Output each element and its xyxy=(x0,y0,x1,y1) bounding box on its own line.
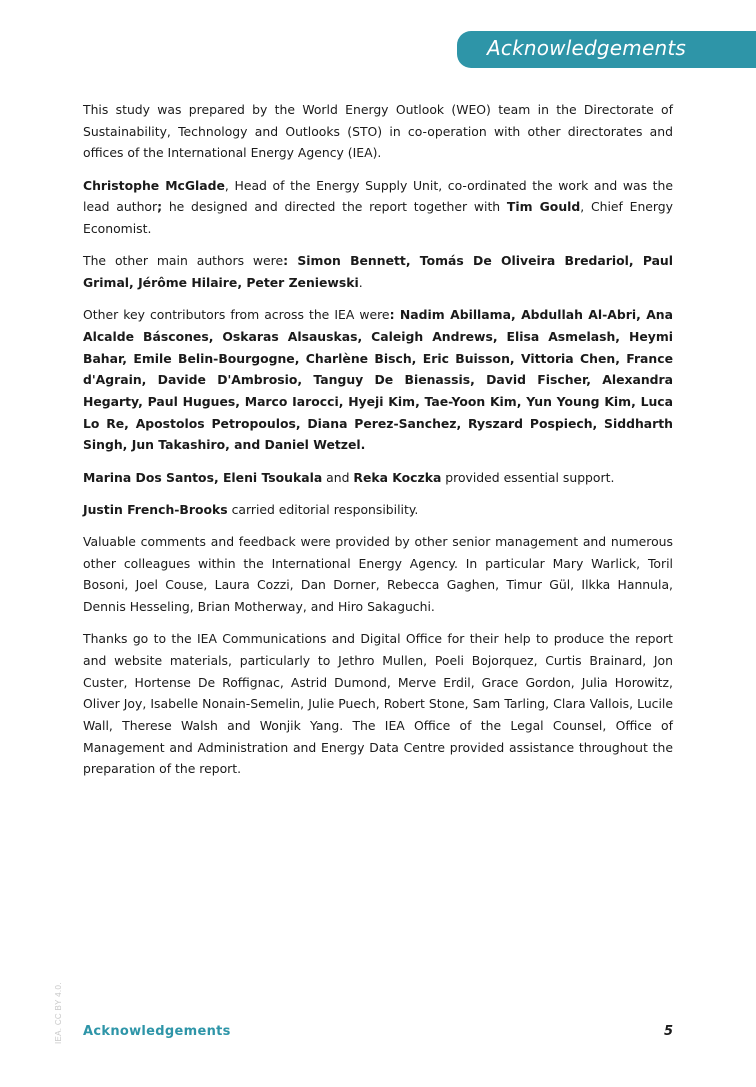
support-names: Reka Koczka xyxy=(353,469,442,485)
paragraph-lead-author: Christophe McGlade, Head of the Energy Supply Unit, co-ordinated the work and was the lead author; he designed and directed the report together with Tim Gould, Chief Energy Economist. xyxy=(83,177,674,237)
author-names: : Simon Bennett, Tomás De Oliveira Bredariol, Paul Grimal, Jérôme Hilaire, Peter Zeniewski xyxy=(83,253,673,290)
author-name: Christophe McGlade xyxy=(83,177,225,193)
paragraph-feedback: Valuable comments and feedback were provided by other senior management and numerous other colleagues within the International Energy Agency. In particular Mary Warlick, Toril Bosoni, Joel Couse, Laura Cozzi, Dan Dorner, Rebecca Gaghen, Timur Gül, Ilkka Hannula, Dennis Hesseling, Brian Motherway, and Hiro Sakaguchi. xyxy=(83,533,673,615)
paragraph-communications: Thanks go to the IEA Communications and Digital Office for their help to produce the report and website materials, particularly to Jethro Mullen, Poeli Bojorquez, Curtis Brainard, Jon Custer, Hortense De Roffignac, Astrid Dumond, Merve Erdil, Grace Gordon, Julia Horowitz, Oliver Joy, Isabelle Nonain-Semelin, Julie Puech, Robert Stone, Sam Tarling, Clara Vallois, Lucile Wall, Therese Walsh and Wonjik Yang. The IEA Office of the Legal Counsel, Office of Management and Administration and Energy Data Centre provided assistance throughout the preparation of the report. xyxy=(83,631,673,777)
paragraph-editorial: Justin French-Brooks carried editorial responsibility. xyxy=(83,501,419,517)
paragraph-contributors: Other key contributors from across the IEA were: Nadim Abillama, Abdullah Al-Abri, Ana Alcalde Báscones, Oskaras Alsauskas, Caleigh Andrews, Elisa Asmelash, Heymi Bahar, Emile Belin-Bourgogne, Charlène Bisch, Eric Buisson, Vittoria Chen, France d'Agrain, Davide D'Ambrosio, Tanguy De Bienassis, David Fischer, Alexandra Hegarty, Paul Hugues, Marco Iarocci, Hyeji Kim, Tae-Yoon Kim, Yun Young Kim, Luca Lo Re, Apostolos Petropoulos, Diana Perez-Sanchez, Ryszard Pospiech, Siddharth Singh, Jun Takashiro, and Daniel Wetzel. xyxy=(83,307,673,453)
paragraph-support: Marina Dos Santos, Eleni Tsoukala and Reka Koczka provided essential support. xyxy=(83,469,615,485)
page-title: Acknowledgements xyxy=(487,36,687,60)
acknowledgements-body xyxy=(83,99,673,791)
author-name: Tim Gould xyxy=(506,199,581,215)
paragraph-main-authors: The other main authors were: Simon Bennett, Tomás De Oliveira Bredariol, Paul Grimal, Jérôme Hilaire, Peter Zeniewski. xyxy=(83,253,673,290)
paragraph-intro: This study was prepared by the World Energy Outlook (WEO) team in the Directorate of Sustainability, Technology and Outlooks (STO) in co-operation with other directorates and offices of the International Energy Agency (IEA). xyxy=(83,102,673,161)
editor-name: Justin French-Brooks xyxy=(83,501,228,517)
header-tab xyxy=(457,31,756,68)
support-names: Marina Dos Santos, Eleni Tsoukala xyxy=(83,469,323,485)
license-text: IEA. CC BY 4.0. xyxy=(54,982,63,1044)
contributor-names: : Nadim Abillama, Abdullah Al-Abri, Ana Alcalde Báscones, Oskaras Alsauskas, Caleigh Andrews, Elisa Asmelash, Heymi Bahar, Emile Belin-Bourgogne, Charlène Bisch, Eric Buisson, Vittoria Chen, France d'Agrain, Davide D'Ambrosio, Tanguy De Bienassis, David Fischer, Alexandra Hegarty, Paul Hugues, Marco Iarocci, Hyeji Kim, Tae-Yoon Kim, Yun Young Kim, Luca Lo Re, Apostolos Petropoulos, Diana Perez-Sanchez, Ryszard Pospiech, Siddharth Singh, Jun Takashiro, and Daniel Wetzel. xyxy=(83,307,673,453)
footer-section-title: Acknowledgements xyxy=(83,1024,231,1039)
page-number: 5 xyxy=(663,1024,673,1039)
